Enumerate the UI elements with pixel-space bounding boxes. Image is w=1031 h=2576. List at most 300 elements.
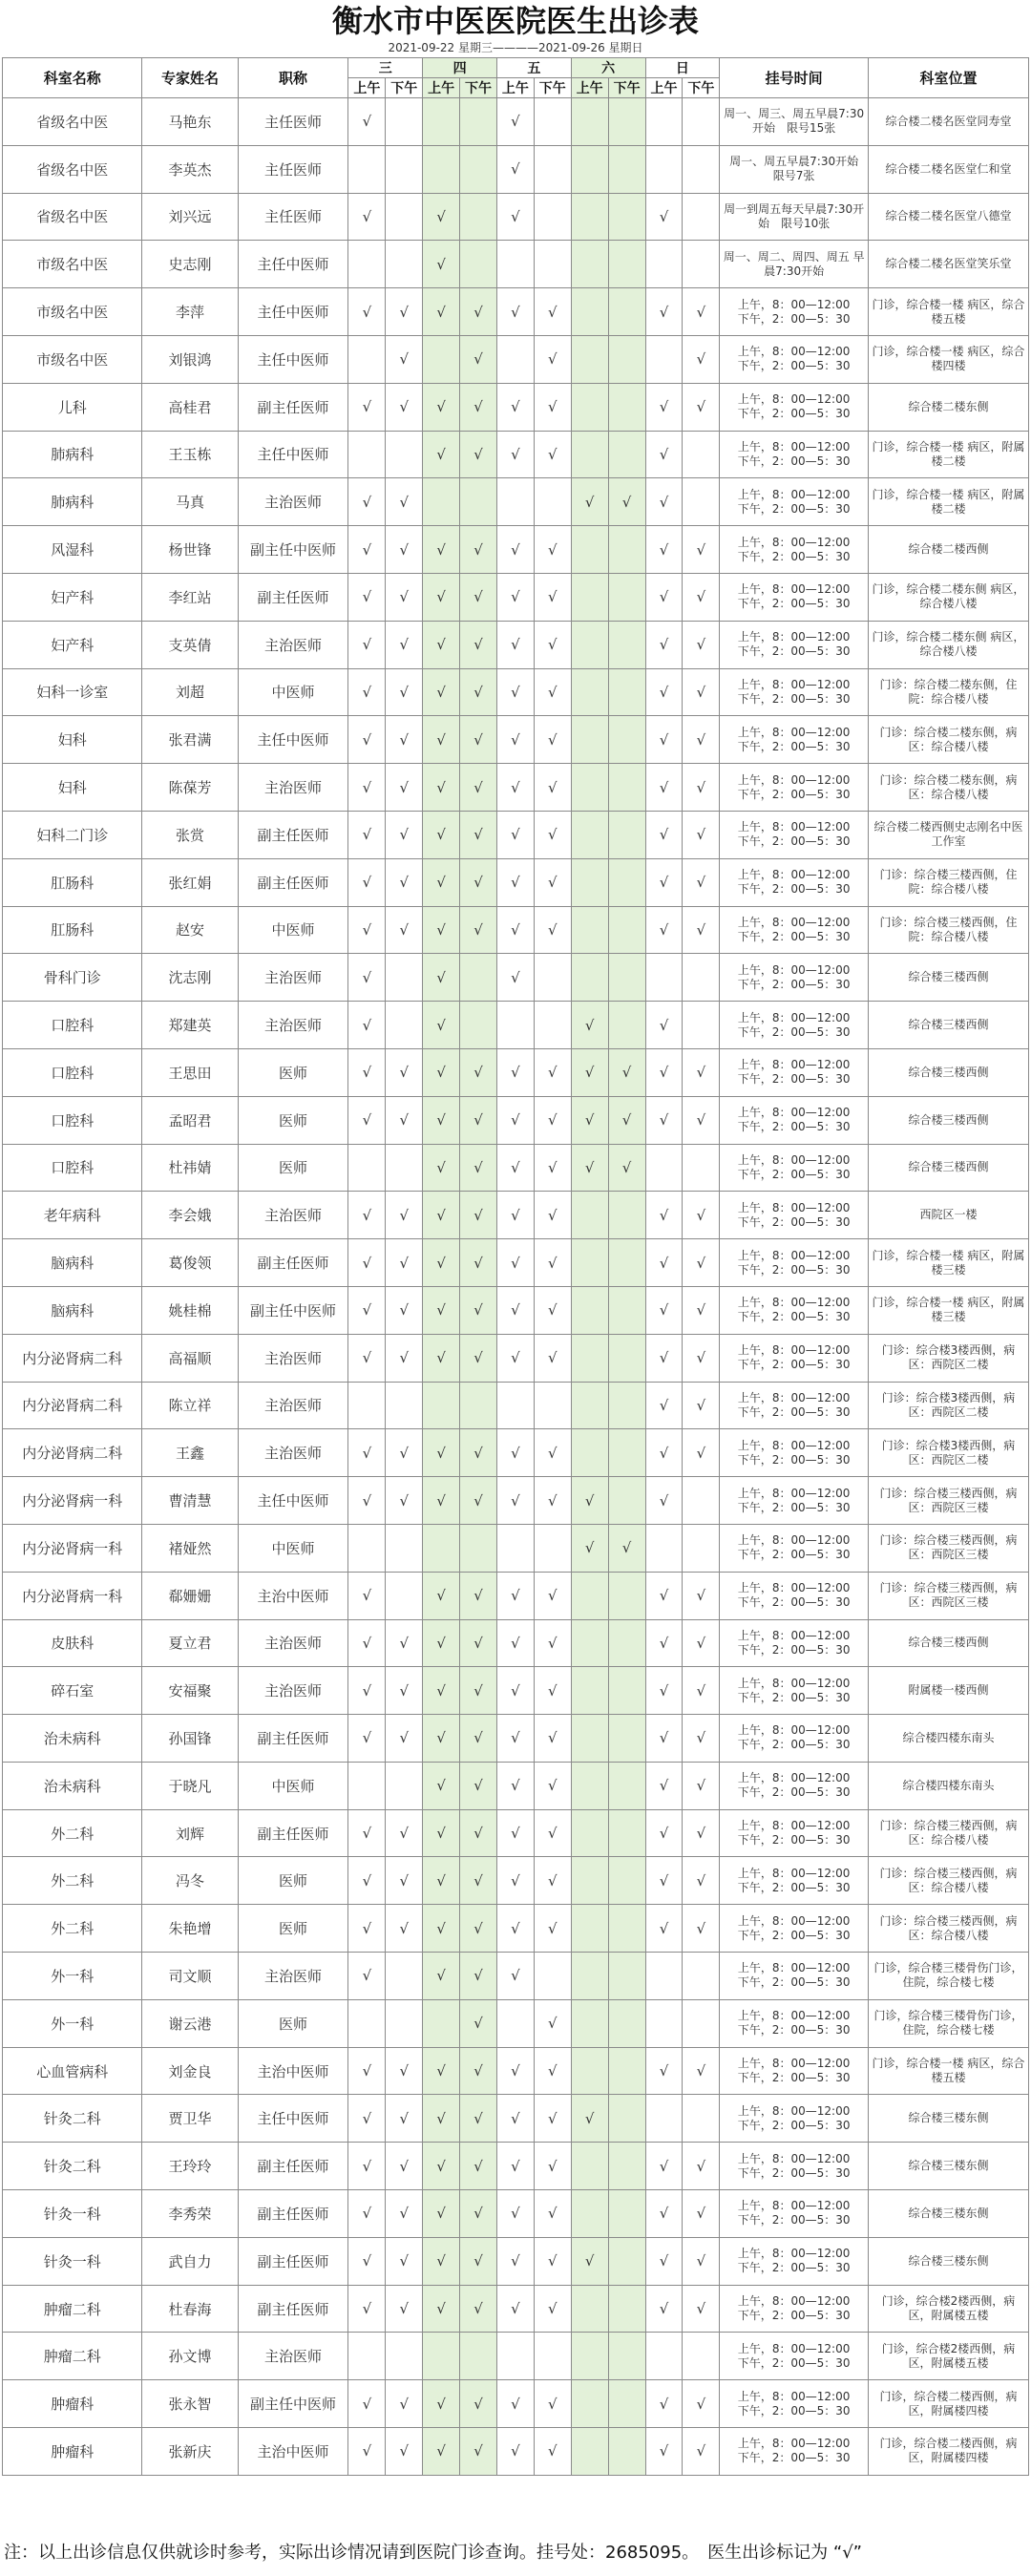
doctor-cell: 于晓凡 (142, 1762, 238, 1809)
slot-sat-am (571, 2333, 608, 2380)
slot-thu-am: √ (423, 2190, 460, 2238)
table-row (3, 1286, 1029, 1334)
registration-cell: 上午，8：00—12:00 下午，2：00—5：30 (720, 954, 869, 1002)
title-cell: 主任中医师 (238, 716, 348, 764)
slot-sat-pm (608, 858, 645, 906)
location-cell: 综合楼四楼东南头 (868, 1715, 1028, 1763)
slot-sun-pm (683, 431, 720, 478)
slot-wed-am: √ (348, 1715, 386, 1763)
slot-sat-am (571, 764, 608, 812)
slot-sat-am: √ (571, 1096, 608, 1144)
slot-sat-am (571, 241, 608, 288)
location-cell: 门诊：综合楼三楼西侧，住院：综合楼八楼 (868, 906, 1028, 954)
slot-sun-am: √ (645, 1572, 683, 1619)
registration-cell: 上午，8：00—12:00 下午，2：00—5：30 (720, 1286, 869, 1334)
dept-cell: 肿瘤科 (3, 2428, 142, 2476)
table-row (3, 2047, 1029, 2095)
slot-thu-am: √ (423, 288, 460, 336)
slot-wed-am: √ (348, 2095, 386, 2143)
title-cell: 主治医师 (238, 1382, 348, 1429)
slot-fri-pm: √ (534, 1477, 571, 1525)
dept-cell: 脑病科 (3, 1239, 142, 1287)
slot-sun-pm: √ (683, 621, 720, 668)
header-location: 科室位置 (868, 58, 1028, 98)
slot-sat-pm (608, 764, 645, 812)
title-cell: 副主任医师 (238, 2190, 348, 2238)
slot-sat-pm (608, 2047, 645, 2095)
slot-sun-pm (683, 241, 720, 288)
slot-fri-am: √ (496, 621, 534, 668)
slot-sat-pm: √ (608, 1096, 645, 1144)
slot-fri-am (496, 478, 534, 526)
doctor-cell: 张君满 (142, 716, 238, 764)
header-am: 上午 (571, 78, 608, 98)
registration-cell: 上午，8：00—12:00 下午，2：00—5：30 (720, 2333, 869, 2380)
title-cell: 副主任医师 (238, 1809, 348, 1857)
doctor-cell: 沈志刚 (142, 954, 238, 1002)
slot-wed-pm: √ (386, 478, 423, 526)
slot-fri-am: √ (496, 906, 534, 954)
dept-cell: 碎石室 (3, 1667, 142, 1715)
slot-fri-pm: √ (534, 2380, 571, 2428)
slot-wed-pm: √ (386, 906, 423, 954)
slot-wed-pm: √ (386, 2428, 423, 2476)
slot-wed-pm: √ (386, 1809, 423, 1857)
slot-sat-am (571, 858, 608, 906)
slot-sat-pm (608, 573, 645, 621)
slot-wed-am: √ (348, 98, 386, 146)
slot-wed-pm (386, 1999, 423, 2047)
doctor-cell: 孟昭君 (142, 1096, 238, 1144)
dept-cell: 针灸二科 (3, 2143, 142, 2190)
registration-cell: 上午，8：00—12:00 下午，2：00—5：30 (720, 621, 869, 668)
registration-cell: 上午，8：00—12:00 下午，2：00—5：30 (720, 431, 869, 478)
slot-fri-am: √ (496, 1953, 534, 2000)
footnote: 注：以上出诊信息仅供就诊时参考，实际出诊情况请到医院门诊查询。挂号处：2685095。 医生出诊标记为 “√” (4, 2543, 863, 2563)
slot-fri-am: √ (496, 1096, 534, 1144)
slot-sat-am: √ (571, 1524, 608, 1572)
slot-fri-pm: √ (534, 288, 571, 336)
location-cell: 门诊：综合楼三楼西侧，病区：综合楼八楼 (868, 1809, 1028, 1857)
slot-sat-pm (608, 2190, 645, 2238)
location-cell: 门诊，综合楼2楼西侧，病区，附属楼五楼 (868, 2333, 1028, 2380)
slot-fri-am: √ (496, 1477, 534, 1525)
slot-wed-am (348, 1762, 386, 1809)
slot-thu-pm (460, 2333, 497, 2380)
slot-wed-am: √ (348, 2190, 386, 2238)
slot-sun-am: √ (645, 1905, 683, 1953)
location-cell: 门诊，综合楼一楼 病区，附属楼三楼 (868, 1239, 1028, 1287)
doctor-cell: 王玉栋 (142, 431, 238, 478)
slot-wed-am: √ (348, 668, 386, 716)
slot-wed-am: √ (348, 526, 386, 574)
slot-fri-pm: √ (534, 2285, 571, 2333)
title-cell: 主治医师 (238, 1002, 348, 1049)
title-cell: 主治医师 (238, 621, 348, 668)
dept-cell: 风湿科 (3, 526, 142, 574)
slot-sat-pm (608, 431, 645, 478)
slot-sat-am (571, 145, 608, 193)
slot-sat-pm (608, 241, 645, 288)
registration-cell: 周一、周三、周五早晨7:30开始 限号15张 (720, 98, 869, 146)
slot-wed-am: √ (348, 858, 386, 906)
slot-wed-am: √ (348, 906, 386, 954)
location-cell: 综合楼三楼西侧 (868, 1048, 1028, 1096)
slot-thu-pm: √ (460, 1477, 497, 1525)
slot-sun-pm: √ (683, 1286, 720, 1334)
header-title: 职称 (238, 58, 348, 98)
slot-fri-am: √ (496, 1239, 534, 1287)
registration-cell: 上午，8：00—12:00 下午，2：00—5：30 (720, 478, 869, 526)
slot-fri-pm (534, 1002, 571, 1049)
slot-sat-am (571, 573, 608, 621)
slot-fri-am (496, 335, 534, 383)
slot-sun-pm: √ (683, 1048, 720, 1096)
title-cell: 主任医师 (238, 193, 348, 241)
slot-sat-am (571, 1809, 608, 1857)
slot-sat-am (571, 811, 608, 858)
registration-cell: 上午，8：00—12:00 下午，2：00—5：30 (720, 858, 869, 906)
dept-cell: 口腔科 (3, 1144, 142, 1192)
dept-cell: 市级名中医 (3, 241, 142, 288)
dept-cell: 外二科 (3, 1857, 142, 1905)
slot-sun-am: √ (645, 2190, 683, 2238)
slot-sun-pm: √ (683, 288, 720, 336)
slot-sun-pm: √ (683, 526, 720, 574)
slot-wed-pm: √ (386, 1905, 423, 1953)
slot-wed-am: √ (348, 288, 386, 336)
slot-thu-am: √ (423, 716, 460, 764)
slot-fri-pm (534, 193, 571, 241)
slot-fri-am: √ (496, 145, 534, 193)
slot-sat-am (571, 2047, 608, 2095)
dept-cell: 市级名中医 (3, 335, 142, 383)
table-row (3, 1999, 1029, 2047)
doctor-cell: 贾卫华 (142, 2095, 238, 2143)
slot-thu-pm: √ (460, 2237, 497, 2285)
table-row (3, 2143, 1029, 2190)
slot-thu-pm (460, 241, 497, 288)
slot-sat-pm: √ (608, 1144, 645, 1192)
slot-wed-am: √ (348, 1429, 386, 1477)
slot-wed-am: √ (348, 1905, 386, 1953)
slot-sun-pm: √ (683, 1857, 720, 1905)
header-registration: 挂号时间 (720, 58, 869, 98)
slot-sat-am: √ (571, 1477, 608, 1525)
table-row (3, 811, 1029, 858)
title-cell: 医师 (238, 1048, 348, 1096)
registration-cell: 上午，8：00—12:00 下午，2：00—5：30 (720, 764, 869, 812)
slot-thu-am (423, 145, 460, 193)
slot-thu-pm: √ (460, 288, 497, 336)
slot-wed-am: √ (348, 1334, 386, 1382)
slot-wed-pm: √ (386, 811, 423, 858)
slot-sat-am (571, 335, 608, 383)
slot-fri-am: √ (496, 1048, 534, 1096)
dept-cell: 妇科一诊室 (3, 668, 142, 716)
slot-fri-pm: √ (534, 716, 571, 764)
slot-sat-am (571, 1286, 608, 1334)
slot-wed-pm (386, 2333, 423, 2380)
slot-fri-pm: √ (534, 1905, 571, 1953)
dept-cell: 省级名中医 (3, 193, 142, 241)
title-cell: 副主任医师 (238, 1715, 348, 1763)
slot-wed-pm: √ (386, 2285, 423, 2333)
location-cell: 门诊，综合楼一楼 病区，附属楼三楼 (868, 1286, 1028, 1334)
slot-sun-am: √ (645, 1002, 683, 1049)
slot-thu-am: √ (423, 1619, 460, 1667)
doctor-cell: 陈葆芳 (142, 764, 238, 812)
slot-wed-pm: √ (386, 2190, 423, 2238)
slot-wed-pm: √ (386, 1477, 423, 1525)
dept-cell: 口腔科 (3, 1002, 142, 1049)
registration-cell: 上午，8：00—12:00 下午，2：00—5：30 (720, 1667, 869, 1715)
slot-wed-am (348, 1524, 386, 1572)
registration-cell: 周一、周五早晨7:30开始 限号7张 (720, 145, 869, 193)
slot-thu-pm: √ (460, 2285, 497, 2333)
location-cell: 综合楼三楼东侧 (868, 2237, 1028, 2285)
slot-sun-pm (683, 1144, 720, 1192)
slot-wed-pm: √ (386, 1667, 423, 1715)
slot-fri-pm: √ (534, 1429, 571, 1477)
slot-thu-pm: √ (460, 1619, 497, 1667)
doctor-cell: 马真 (142, 478, 238, 526)
title-cell: 主治医师 (238, 478, 348, 526)
registration-cell: 上午，8：00—12:00 下午，2：00—5：30 (720, 1762, 869, 1809)
slot-sat-am (571, 1239, 608, 1287)
table-row (3, 1905, 1029, 1953)
slot-sat-pm (608, 1953, 645, 2000)
slot-thu-pm: √ (460, 2095, 497, 2143)
slot-sat-am: √ (571, 1048, 608, 1096)
slot-wed-am: √ (348, 2143, 386, 2190)
slot-wed-am: √ (348, 1477, 386, 1525)
slot-fri-pm: √ (534, 2237, 571, 2285)
dept-cell: 针灸一科 (3, 2237, 142, 2285)
table-row (3, 2380, 1029, 2428)
registration-cell: 周一、周二、周四、周五 早晨7:30开始 (720, 241, 869, 288)
slot-fri-pm: √ (534, 764, 571, 812)
table-row (3, 1857, 1029, 1905)
slot-sun-am: √ (645, 2380, 683, 2428)
slot-sat-am (571, 621, 608, 668)
title-cell: 副主任中医师 (238, 526, 348, 574)
dept-cell: 妇产科 (3, 621, 142, 668)
slot-sun-am: √ (645, 621, 683, 668)
slot-thu-pm: √ (460, 1239, 497, 1287)
dept-cell: 外二科 (3, 1809, 142, 1857)
slot-sat-am: √ (571, 1144, 608, 1192)
slot-wed-am: √ (348, 193, 386, 241)
slot-fri-pm: √ (534, 811, 571, 858)
doctor-cell: 陈立祥 (142, 1382, 238, 1429)
slot-fri-am: √ (496, 1809, 534, 1857)
slot-sun-pm: √ (683, 1096, 720, 1144)
slot-wed-pm: √ (386, 1334, 423, 1382)
slot-wed-am: √ (348, 2428, 386, 2476)
slot-sat-am (571, 2190, 608, 2238)
table-row (3, 1524, 1029, 1572)
registration-cell: 上午，8：00—12:00 下午，2：00—5：30 (720, 1524, 869, 1572)
slot-wed-am: √ (348, 1192, 386, 1239)
header-am: 上午 (645, 78, 683, 98)
registration-cell: 上午，8：00—12:00 下午，2：00—5：30 (720, 2285, 869, 2333)
slot-fri-pm: √ (534, 2190, 571, 2238)
slot-sun-pm: √ (683, 335, 720, 383)
dept-cell: 外二科 (3, 1905, 142, 1953)
slot-sat-pm (608, 288, 645, 336)
slot-sun-am: √ (645, 2047, 683, 2095)
registration-cell: 上午，8：00—12:00 下午，2：00—5：30 (720, 1382, 869, 1429)
table-row (3, 241, 1029, 288)
slot-sat-pm (608, 1905, 645, 1953)
slot-thu-am: √ (423, 1096, 460, 1144)
location-cell: 西院区一楼 (868, 1192, 1028, 1239)
location-cell: 门诊：综合楼三楼西侧，病区：西院区三楼 (868, 1477, 1028, 1525)
slot-fri-pm (534, 1382, 571, 1429)
slot-thu-pm: √ (460, 1905, 497, 1953)
slot-sun-pm: √ (683, 2380, 720, 2428)
slot-fri-am: √ (496, 2190, 534, 2238)
slot-wed-pm (386, 98, 423, 146)
slot-sun-am: √ (645, 1096, 683, 1144)
slot-fri-am: √ (496, 2095, 534, 2143)
slot-fri-pm: √ (534, 1762, 571, 1809)
slot-sat-pm (608, 1999, 645, 2047)
slot-thu-pm: √ (460, 1192, 497, 1239)
slot-sat-pm (608, 1382, 645, 1429)
header-pm: 下午 (683, 78, 720, 98)
slot-sun-pm: √ (683, 1334, 720, 1382)
registration-cell: 上午，8：00—12:00 下午，2：00—5：30 (720, 1144, 869, 1192)
title-cell: 副主任医师 (238, 1239, 348, 1287)
title-cell: 医师 (238, 1096, 348, 1144)
slot-sun-am: √ (645, 1429, 683, 1477)
slot-thu-am: √ (423, 573, 460, 621)
slot-sun-pm: √ (683, 1192, 720, 1239)
slot-sun-am: √ (645, 1619, 683, 1667)
location-cell: 门诊，综合楼一楼 病区，综合楼四楼 (868, 335, 1028, 383)
table-row (3, 621, 1029, 668)
slot-sat-am (571, 668, 608, 716)
registration-cell: 上午，8：00—12:00 下午，2：00—5：30 (720, 906, 869, 954)
doctor-cell: 王鑫 (142, 1429, 238, 1477)
slot-sat-am (571, 1667, 608, 1715)
slot-wed-am: √ (348, 1667, 386, 1715)
location-cell: 门诊，综合楼三楼骨伤门诊，住院，综合楼七楼 (868, 1999, 1028, 2047)
table-row (3, 858, 1029, 906)
slot-sun-am: √ (645, 1762, 683, 1809)
registration-cell: 上午，8：00—12:00 下午，2：00—5：30 (720, 288, 869, 336)
slot-sat-am (571, 1762, 608, 1809)
slot-thu-am: √ (423, 431, 460, 478)
slot-thu-am: √ (423, 1429, 460, 1477)
dept-cell: 肺病科 (3, 478, 142, 526)
slot-wed-pm: √ (386, 573, 423, 621)
slot-thu-am: √ (423, 954, 460, 1002)
doctor-cell: 李萍 (142, 288, 238, 336)
slot-fri-am: √ (496, 1192, 534, 1239)
location-cell: 门诊：综合楼三楼西侧，病区：西院区三楼 (868, 1572, 1028, 1619)
slot-sat-am (571, 1429, 608, 1477)
slot-wed-pm: √ (386, 2237, 423, 2285)
location-cell: 综合楼二楼西侧史志刚名中医工作室 (868, 811, 1028, 858)
slot-thu-pm (460, 1524, 497, 1572)
slot-thu-pm: √ (460, 1857, 497, 1905)
dept-cell: 肺病科 (3, 431, 142, 478)
slot-sat-am (571, 2143, 608, 2190)
slot-sun-am (645, 98, 683, 146)
slot-fri-am: √ (496, 716, 534, 764)
slot-wed-pm: √ (386, 668, 423, 716)
slot-wed-am: √ (348, 1096, 386, 1144)
dept-cell: 肿瘤二科 (3, 2285, 142, 2333)
slot-thu-pm: √ (460, 2047, 497, 2095)
slot-sun-am: √ (645, 2428, 683, 2476)
slot-thu-pm: √ (460, 431, 497, 478)
slot-wed-pm (386, 1002, 423, 1049)
doctor-cell: 高福顺 (142, 1334, 238, 1382)
slot-sun-pm (683, 1953, 720, 2000)
slot-fri-am: √ (496, 2285, 534, 2333)
header-dept: 科室名称 (3, 58, 142, 98)
slot-thu-pm: √ (460, 811, 497, 858)
table-row (3, 1572, 1029, 1619)
slot-wed-am: √ (348, 621, 386, 668)
slot-sat-pm (608, 1239, 645, 1287)
title-cell: 主治医师 (238, 1334, 348, 1382)
title-cell: 副主任中医师 (238, 1286, 348, 1334)
location-cell: 门诊，综合楼一楼 病区，附属楼二楼 (868, 478, 1028, 526)
dept-cell: 治未病科 (3, 1762, 142, 1809)
title-cell: 副主任医师 (238, 2237, 348, 2285)
slot-sun-am (645, 241, 683, 288)
registration-cell: 上午，8：00—12:00 下午，2：00—5：30 (720, 335, 869, 383)
slot-thu-am: √ (423, 1286, 460, 1334)
slot-thu-pm: √ (460, 1334, 497, 1382)
table-row (3, 1239, 1029, 1287)
doctor-cell: 姚桂棉 (142, 1286, 238, 1334)
date-range: 2021-09-22 星期三————2021-09-26 星期日 (388, 41, 643, 54)
slot-fri-pm: √ (534, 335, 571, 383)
slot-thu-am: √ (423, 1048, 460, 1096)
doctor-cell: 张永智 (142, 2380, 238, 2428)
slot-sat-am (571, 1192, 608, 1239)
table-row (3, 1048, 1029, 1096)
slot-thu-am: √ (423, 1192, 460, 1239)
title-cell: 中医师 (238, 906, 348, 954)
table-row (3, 98, 1029, 146)
slot-sun-pm (683, 193, 720, 241)
title-cell: 副主任中医师 (238, 2380, 348, 2428)
slot-thu-am: √ (423, 858, 460, 906)
slot-sat-am: √ (571, 2095, 608, 2143)
slot-sun-am: √ (645, 764, 683, 812)
slot-sun-pm (683, 1477, 720, 1525)
slot-wed-pm (386, 145, 423, 193)
slot-fri-pm (534, 1524, 571, 1572)
slot-fri-pm: √ (534, 1857, 571, 1905)
slot-wed-pm: √ (386, 1096, 423, 1144)
slot-thu-am (423, 1382, 460, 1429)
slot-thu-am: √ (423, 668, 460, 716)
slot-wed-pm (386, 431, 423, 478)
slot-sun-am: √ (645, 2285, 683, 2333)
slot-thu-pm: √ (460, 1286, 497, 1334)
slot-sat-am (571, 288, 608, 336)
doctor-cell: 郗姗姗 (142, 1572, 238, 1619)
location-cell: 综合楼二楼名医堂八德堂 (868, 193, 1028, 241)
